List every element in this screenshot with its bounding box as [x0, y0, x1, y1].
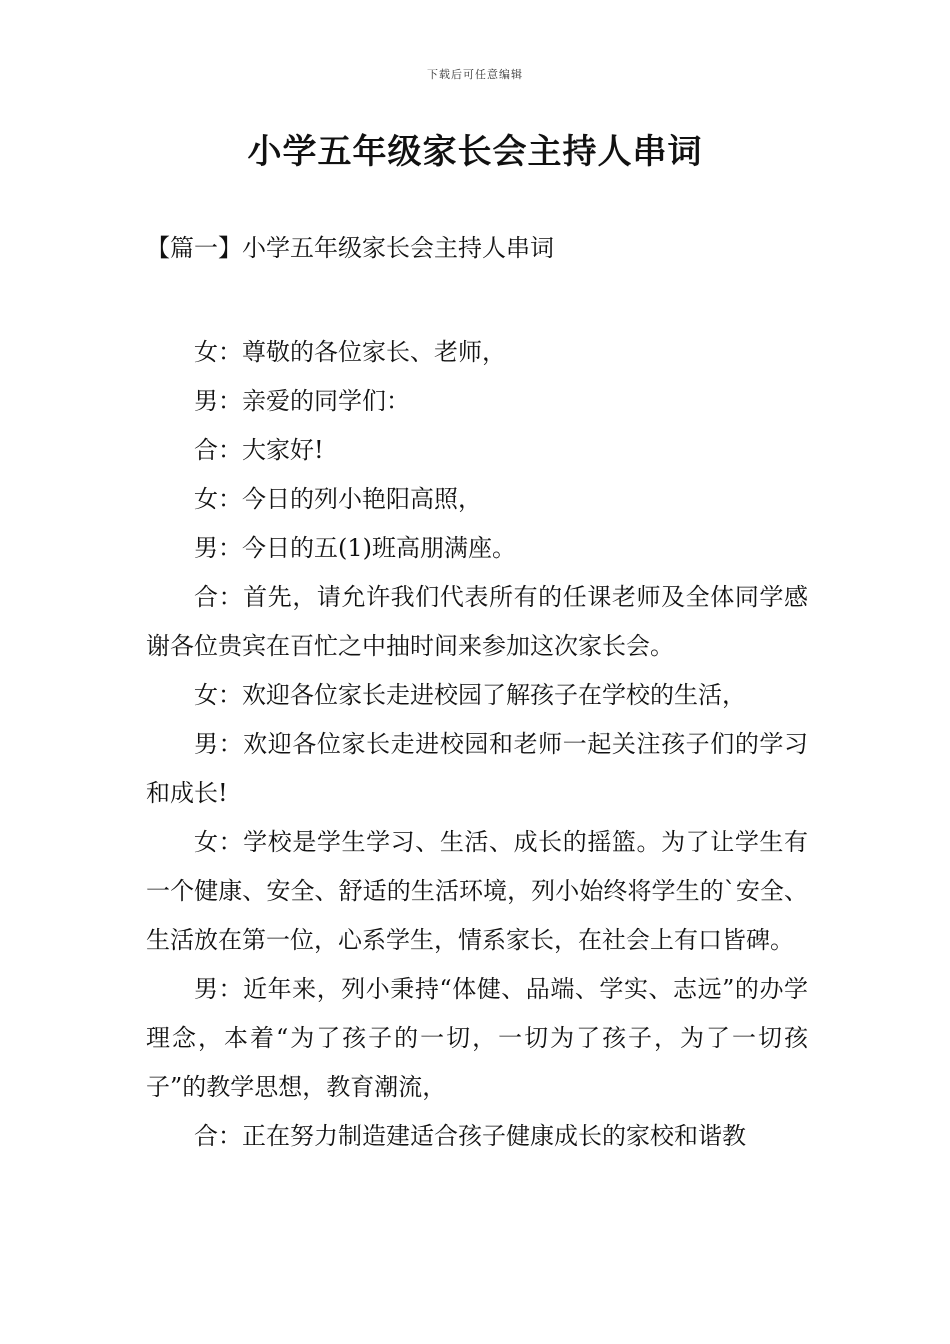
paragraph: 男：今日的五(1)班高朋满座。 [194, 534, 516, 562]
header-note: 下载后可任意编辑 [427, 68, 523, 81]
document-body [146, 328, 808, 1161]
paragraph: 男：欢迎各位家长走进校园和老师一起关注孩子们的学习和成长! [146, 730, 808, 807]
paragraph: 女：学校是学生学习、生活、成长的摇篮。为了让学生有一个健康、安全、舒适的生活环境，列小始终将学生的`安全、生活放在第一位，心系学生，情系家长，在社会上有口皆碑。 [146, 828, 808, 954]
paragraph: 男：亲爱的同学们： [194, 387, 410, 415]
paragraph: 女：今日的列小艳阳高照， [194, 485, 482, 513]
paragraph: 女：尊敬的各位家长、老师， [194, 338, 506, 366]
document-title: 小学五年级家长会主持人串词 [247, 132, 703, 172]
paragraph: 合：正在努力制造建适合孩子健康成长的家校和谐教 [194, 1122, 746, 1150]
paragraph: 女：欢迎各位家长走进校园了解孩子在学校的生活， [194, 681, 746, 709]
paragraph: 合：大家好! [194, 436, 324, 464]
paragraph: 男：近年来，列小秉持“体健、品端、学实、志远”的办学理念，本着“为了孩子的一切，一切为了孩子，为了一切孩子”的教学思想，教育潮流， [146, 975, 808, 1101]
section-heading: 【篇一】小学五年级家长会主持人串词 [146, 234, 554, 262]
paragraph: 合：首先，请允许我们代表所有的任课老师及全体同学感谢各位贵宾在百忙之中抽时间来参加这次家长会。 [146, 583, 808, 660]
